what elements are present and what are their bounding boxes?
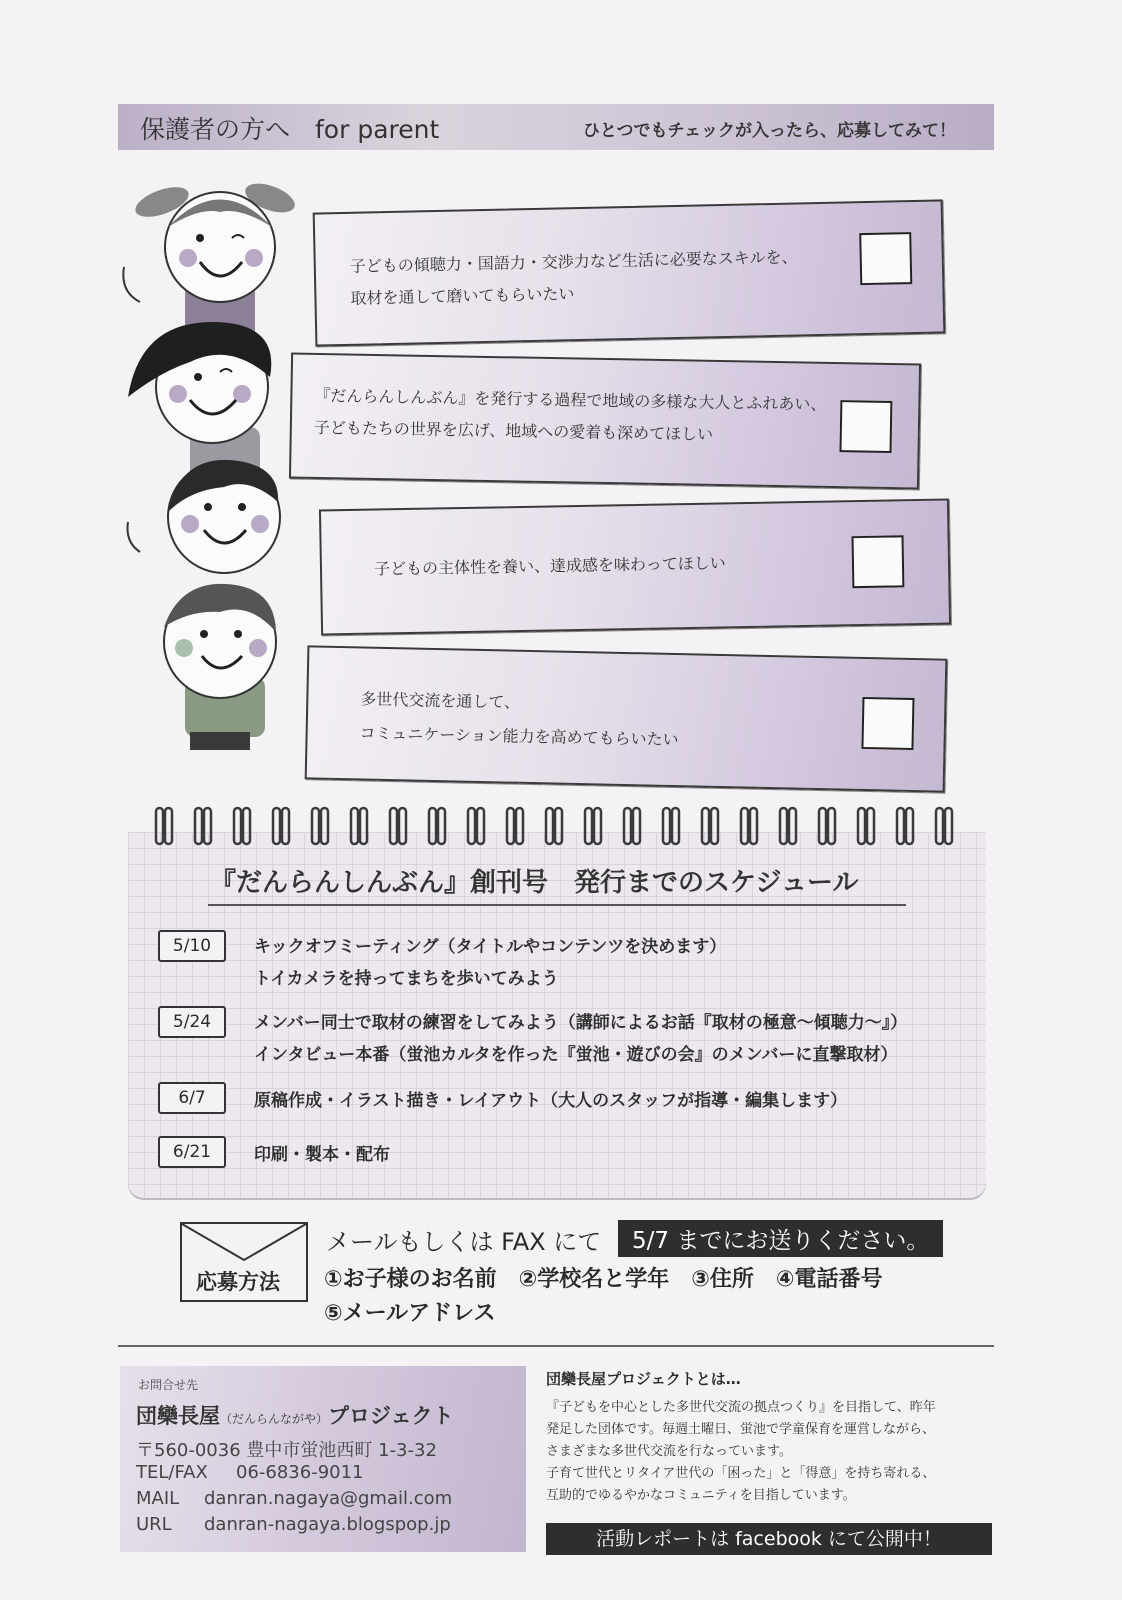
- spiral-ring: [351, 808, 367, 844]
- spiral-ring: [546, 808, 562, 844]
- checklist-4-line-2: コミュニケーション能力を高めてもらいたい: [359, 723, 679, 750]
- checklist-1-line-2: 取材を通して磨いてもらいたい: [350, 284, 575, 308]
- schedule-4-line-1: 印刷・製本・配布: [254, 1145, 390, 1165]
- spiral-ring: [156, 808, 172, 844]
- about-line-3: さまざまな多世代交流を行なっています。: [546, 1444, 792, 1459]
- spiral-ring: [312, 808, 328, 844]
- about-line-2: 発足した団体です。毎週土曜日、蛍池で学童保育を運営しながら、: [546, 1422, 935, 1437]
- spiral-ring: [507, 808, 523, 844]
- tel-label: TEL/FAX: [136, 1462, 208, 1483]
- child-figure-2: [128, 322, 271, 487]
- schedule-title: 『だんらんしんぶん』創刊号 発行までのスケジュール: [210, 868, 859, 898]
- schedule-date-3: 6/7: [158, 1082, 226, 1114]
- contact-block: [120, 1366, 526, 1552]
- header-subtitle: ひとつでもチェックが入ったら、応募してみて！: [582, 121, 956, 141]
- about-title: 団欒長屋プロジェクトとは…: [546, 1370, 741, 1388]
- tel-value: 06-6836-9011: [236, 1462, 364, 1483]
- spiral-ring: [390, 808, 406, 844]
- schedule-date-2: 5/24: [158, 1006, 226, 1038]
- mail-link[interactable]: danran.nagaya@gmail.com: [204, 1488, 453, 1509]
- spiral-ring: [741, 808, 757, 844]
- application-requirements-1: ①お子様のお名前 ②学校名と学年 ③住所 ④電話番号: [324, 1267, 883, 1292]
- application-label: 応募方法: [196, 1270, 280, 1294]
- spiral-ring: [780, 808, 796, 844]
- contact-label: お問合せ先: [138, 1378, 199, 1392]
- spiral-ring: [663, 808, 679, 844]
- checklist-3-line-1: 子どもの主体性を養い、達成感を味わってほしい: [373, 553, 726, 579]
- spiral-ring: [936, 808, 952, 844]
- child-figure-3: [128, 460, 281, 573]
- application-method: メールもしくは FAX にて: [326, 1228, 602, 1256]
- spiral-ring: [624, 808, 640, 844]
- contact-address: 〒560-0036 豊中市蛍池西町 1-3-32: [136, 1440, 437, 1461]
- header-band: [118, 104, 994, 150]
- spiral-ring: [819, 808, 835, 844]
- spiral-ring: [195, 808, 211, 844]
- checkbox-1[interactable]: [859, 232, 912, 285]
- checklist-card-2: [289, 353, 921, 490]
- contact-mail-row: [136, 1488, 453, 1509]
- header-title: 保護者の方へ for parent: [140, 115, 440, 144]
- schedule-1-line-1: キックオフミーティング（タイトルやコンテンツを決めます）: [254, 937, 727, 957]
- org-suffix: プロジェクト: [328, 1404, 454, 1428]
- contact-org-name: [136, 1400, 454, 1430]
- child-figure-1: [123, 178, 298, 344]
- spiral-ring: [858, 808, 874, 844]
- checklist-card-1: [313, 199, 946, 346]
- about-line-4: 子育て世代とリタイア世代の「困った」と「得意」を持ち寄れる、: [546, 1466, 936, 1481]
- checkbox-3[interactable]: [851, 535, 904, 588]
- schedule-date-1: 5/10: [158, 930, 226, 962]
- schedule-1-line-2: トイカメラを持ってまちを歩いてみよう: [254, 969, 559, 989]
- checkbox-4[interactable]: [861, 697, 914, 750]
- application-requirements-2: ⑤メールアドレス: [324, 1301, 496, 1326]
- schedule-title-underline: [208, 904, 906, 906]
- contact-url-row: [136, 1514, 451, 1535]
- spiral-ring: [273, 808, 289, 844]
- facebook-banner[interactable]: 活動レポートは facebook にて公開中！: [546, 1523, 992, 1555]
- org-name: 団欒長屋: [136, 1404, 220, 1428]
- url-label: URL: [136, 1514, 172, 1535]
- schedule-2-line-1: メンバー同士で取材の練習をしてみよう（講師によるお話『取材の極意〜傾聴力〜』）: [254, 1013, 908, 1033]
- checklist-1-line-1: 子どもの傾聴力・国語力・交渉力など生活に必要なスキルを、: [349, 247, 798, 276]
- about-line-1: 『子どもを中心とした多世代交流の拠点つくり』を目指して、昨年: [546, 1400, 936, 1415]
- checklist-2-line-2: 子どもたちの世界を広げ、地域への愛着も深めてほしい: [313, 417, 714, 444]
- spiral-ring: [468, 808, 484, 844]
- about-line-5: 互助的でゆるやかなコミュニティを目指しています。: [546, 1488, 856, 1503]
- spiral-rings: [150, 806, 970, 852]
- application-deadline: 5/7 までにお送りください。: [618, 1220, 943, 1257]
- checkbox-2[interactable]: [839, 400, 892, 453]
- schedule-3-line-1: 原稿作成・イラスト描き・レイアウト（大人のスタッフが指導・編集します）: [254, 1091, 848, 1111]
- divider: [118, 1345, 994, 1347]
- checklist-card-3: [319, 499, 951, 636]
- checklist-4-line-1: 多世代交流を通して、: [360, 689, 521, 712]
- checklist-card-4: [305, 645, 948, 792]
- spiral-ring: [234, 808, 250, 844]
- org-reading: （だんらんながや）: [220, 1412, 329, 1426]
- mail-label: MAIL: [136, 1488, 180, 1509]
- contact-tel-row: [136, 1462, 364, 1483]
- checklist-2-line-1: 『だんらんしんぶん』を発行する過程で地域の多様な大人とふれあい、: [314, 385, 827, 414]
- spiral-ring: [897, 808, 913, 844]
- child-figure-4: [164, 584, 276, 750]
- spiral-ring: [702, 808, 718, 844]
- schedule-date-4: 6/21: [158, 1136, 226, 1168]
- spiral-ring: [429, 808, 445, 844]
- url-link[interactable]: danran-nagaya.blogspop.jp: [204, 1514, 451, 1535]
- schedule-2-line-2: インタビュー本番（蛍池カルタを作った『蛍池・遊びの会』のメンバーに直撃取材）: [254, 1045, 898, 1065]
- spiral-ring: [585, 808, 601, 844]
